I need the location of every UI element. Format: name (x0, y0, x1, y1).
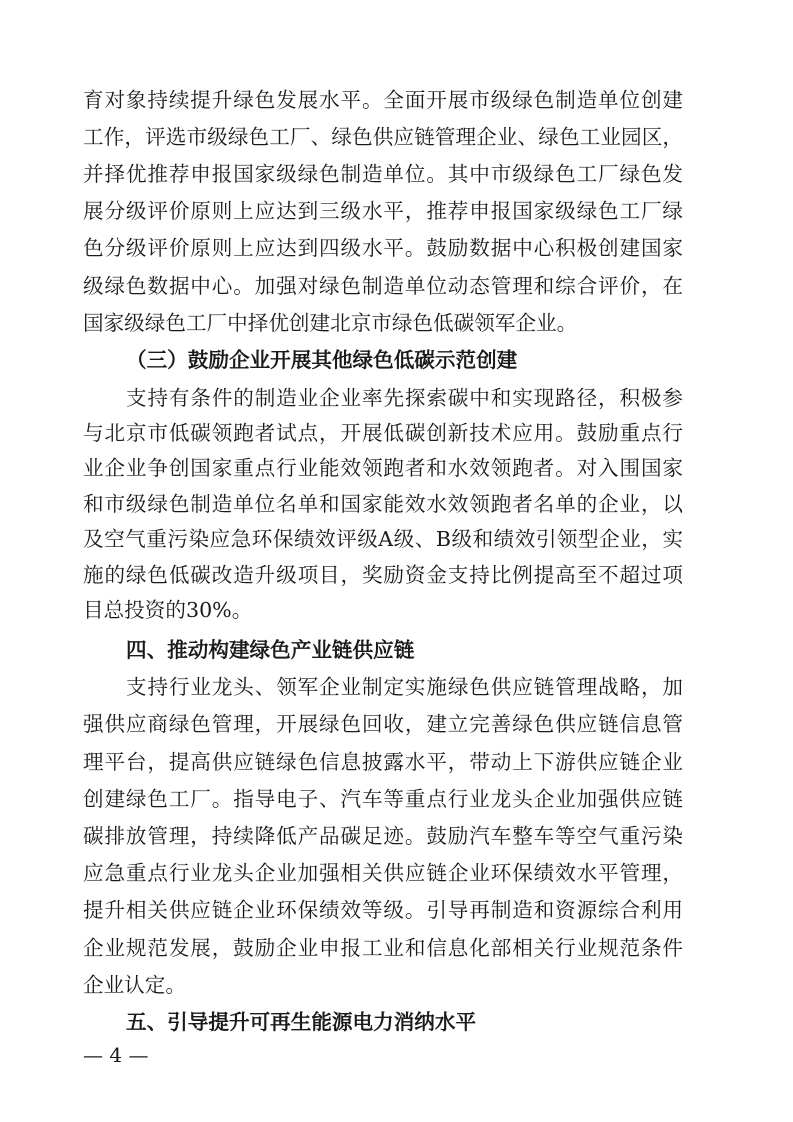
paragraph-line: 支持行业龙头、领军企业制定实施绿色供应链管理战略，加 (126, 675, 683, 699)
paragraph-line: 目总投资的30%。 (83, 598, 253, 622)
paragraph-line: 企业认定。 (83, 973, 186, 997)
paragraph-line: 色分级评价原则上应达到四级水平。鼓励数据中心积极创建国家 (83, 236, 683, 260)
paragraph-line: 及空气重污染应急环保绩效评级A级、B级和绩效引领型企业，实 (83, 527, 683, 551)
paragraph-line: 并择优推荐申报国家级绿色制造单位。其中市级绿色工厂绿色发 (83, 162, 683, 186)
paragraph-line: 育对象持续提升绿色发展水平。全面开展市级绿色制造单位创建 (83, 88, 683, 112)
paragraph-line: 企业规范发展，鼓励企业申报工业和信息化部相关行业规范条件 (83, 936, 683, 960)
section-heading: 四、推动构建绿色产业链供应链 (126, 638, 415, 662)
paragraph-line: 碳排放管理，持续降低产品碳足迹。鼓励汽车整车等空气重污染 (83, 824, 683, 848)
paragraph-line: 级绿色数据中心。加强对绿色制造单位动态管理和综合评价，在 (83, 274, 683, 298)
paragraph-line: 理平台，提高供应链绿色信息披露水平，带动上下游供应链企业 (83, 750, 683, 774)
paragraph-line: 和市级绿色制造单位名单和国家能效水效领跑者名单的企业，以 (83, 492, 683, 516)
page-number: — 4 — (83, 1043, 149, 1067)
paragraph-line: 业企业争创国家重点行业能效领跑者和水效领跑者。对入围国家 (83, 456, 683, 480)
paragraph-line: 工作，评选市级绿色工厂、绿色供应链管理企业、绿色工业园区， (83, 125, 683, 149)
paragraph-line: 支持有条件的制造业企业率先探索碳中和实现路径，积极参 (126, 386, 683, 410)
paragraph-line: 创建绿色工厂。指导电子、汽车等重点行业龙头企业加强供应链 (83, 787, 683, 811)
paragraph-line: 强供应商绿色管理，开展绿色回收，建立完善绿色供应链信息管 (83, 712, 683, 736)
subsection-heading: （三）鼓励企业开展其他绿色低碳示范创建 (126, 348, 518, 372)
paragraph-line: 施的绿色低碳改造升级项目，奖励资金支持比例提高至不超过项 (83, 563, 683, 587)
paragraph-line: 与北京市低碳领跑者试点，开展低碳创新技术应用。鼓励重点行 (83, 421, 683, 445)
paragraph-line: 展分级评价原则上应达到三级水平，推荐申报国家级绿色工厂绿 (83, 199, 683, 223)
paragraph-line: 应急重点行业龙头企业加强相关供应链企业环保绩效水平管理， (83, 861, 683, 885)
paragraph-line: 提升相关供应链企业环保绩效等级。引导再制造和资源综合利用 (83, 898, 683, 922)
section-heading: 五、引导提升可再生能源电力消纳水平 (126, 1010, 477, 1034)
paragraph-line: 国家级绿色工厂中择优创建北京市绿色低碳领军企业。 (83, 311, 578, 335)
